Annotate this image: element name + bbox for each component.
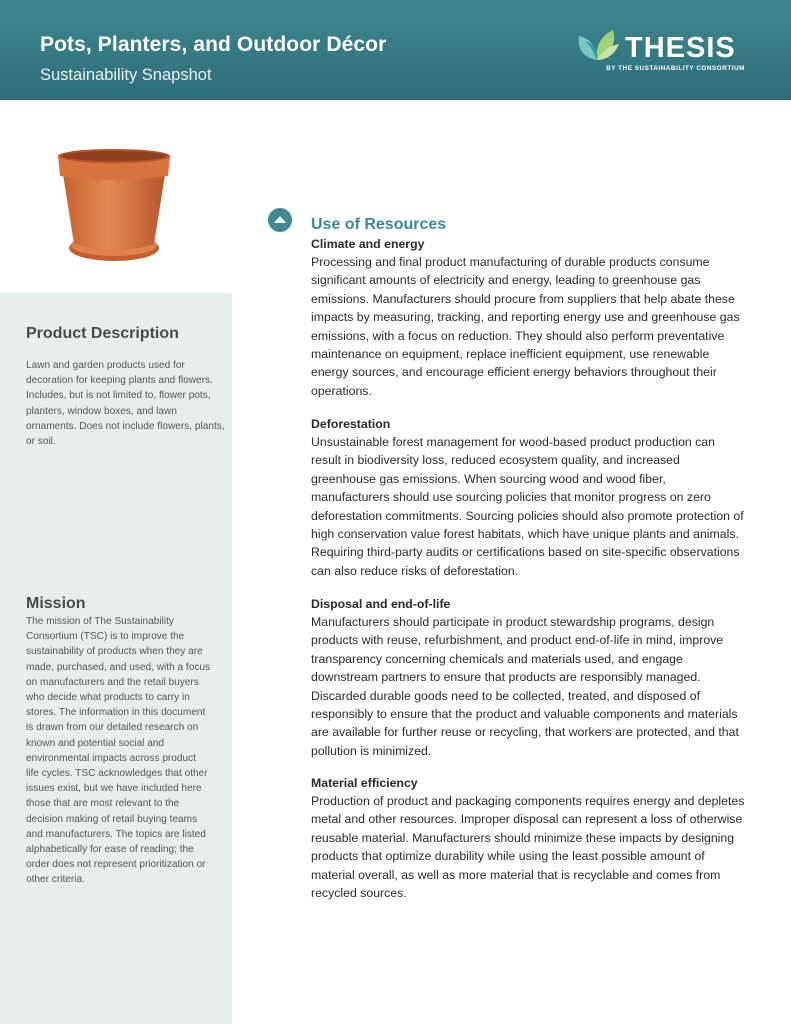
topic-body: Manufacturers should participate in product stewardship programs, design products with reuse, refurbishment, and product end-of-life in mind, improve transparency concerning chemicals and materials used, and engage downstream partners to ensure that products are responsibly managed. Discarded durable goods need to be collected, treated, and disposed of responsibly to ensure that the product and valuable components and materials are available for further reuse or recycling, that workers are protected, and that pollution is minimized. (311, 615, 739, 758)
topic-material-efficiency (311, 775, 747, 902)
topic-title: Material efficiency (311, 776, 418, 790)
header-banner (0, 0, 791, 100)
leaf-icon (575, 28, 621, 62)
mission-text: The mission of The Sustainability Consortium (TSC) is to improve the sustainability of products when they are made, purchased, and used, with a focus on manufacturers and the retail buyers who decide what products to carry in stores. The information in this document is drawn from our detailed research on known and potential social and environmental impacts across product life cycles. TSC acknowledges that other issues exist, but we have included here those that are most relevant to the decision making of retail buying teams and manufacturers. The topics are listed alphabetically for ease of reading; the order does not represent prioritization or other criteria. (26, 616, 211, 886)
topic-body: Unsustainable forest management for wood-based product production can result in biodiversity loss, reduced ecosystem quality, and increased greenhouse gas emissions. When sourcing wood and wood fiber, manufacturers should use sourcing policies that monitor progress on zero deforestation commitments. Sourcing policies should also promote protection of high conservation value forest habitats, which have unique plants and animals. Requiring third-party audits or certifications based on site-specific observations can also reduce risks of deforestation. (311, 435, 744, 578)
page-subtitle: Sustainability Snapshot (40, 66, 212, 84)
product-description-text: Lawn and garden products used for decoration for keeping plants and flowers. Includes, but is not limited to, flower pots, planters, window boxes, and lawn ornaments. Does not include flowers, plants, or soil. (26, 360, 225, 448)
logo-wordmark: THESIS (625, 32, 736, 64)
topic-title: Climate and energy (311, 237, 425, 251)
mission-heading: Mission (26, 595, 86, 612)
topic-deforestation (311, 416, 747, 580)
topic-body: Processing and final product manufacturing of durable products consume significant amounts of electricity and energy, leading to greenhouse gas emissions. Manufacturers should procure from suppliers that help abate these impacts by measuring, tracking, and reporting energy use and greenhouse gas emissions, with a focus on reduction. They should also perform preventative maintenance on equipment, replace inefficient equipment, use renewable energy sources, and encourage efficient energy behaviors throughout their operations. (311, 255, 740, 398)
page-title: Pots, Planters, and Outdoor Décor (40, 33, 387, 56)
thesis-logo (575, 28, 745, 78)
flower-pot-image (52, 148, 176, 270)
topic-title: Deforestation (311, 417, 391, 431)
topic-climate-and-energy (311, 236, 747, 400)
topic-title: Disposal and end-of-life (311, 597, 451, 611)
mountain-icon (268, 208, 292, 232)
section-title: Use of Resources (311, 216, 447, 233)
topic-body: Production of product and packaging components requires energy and depletes metal and other resources. Improper disposal can represent a loss of otherwise reusable material. Manufacturers should minimize these impacts by designing products that optimize durability while using the least possible amount of material overall, as well as more material that is recyclable and comes from recycled sources. (311, 794, 745, 901)
topic-disposal-and-end-of-life (311, 596, 747, 760)
logo-tagline: BY THE SUSTAINABILITY CONSORTIUM (606, 65, 745, 72)
product-description-heading: Product Description (26, 325, 179, 342)
